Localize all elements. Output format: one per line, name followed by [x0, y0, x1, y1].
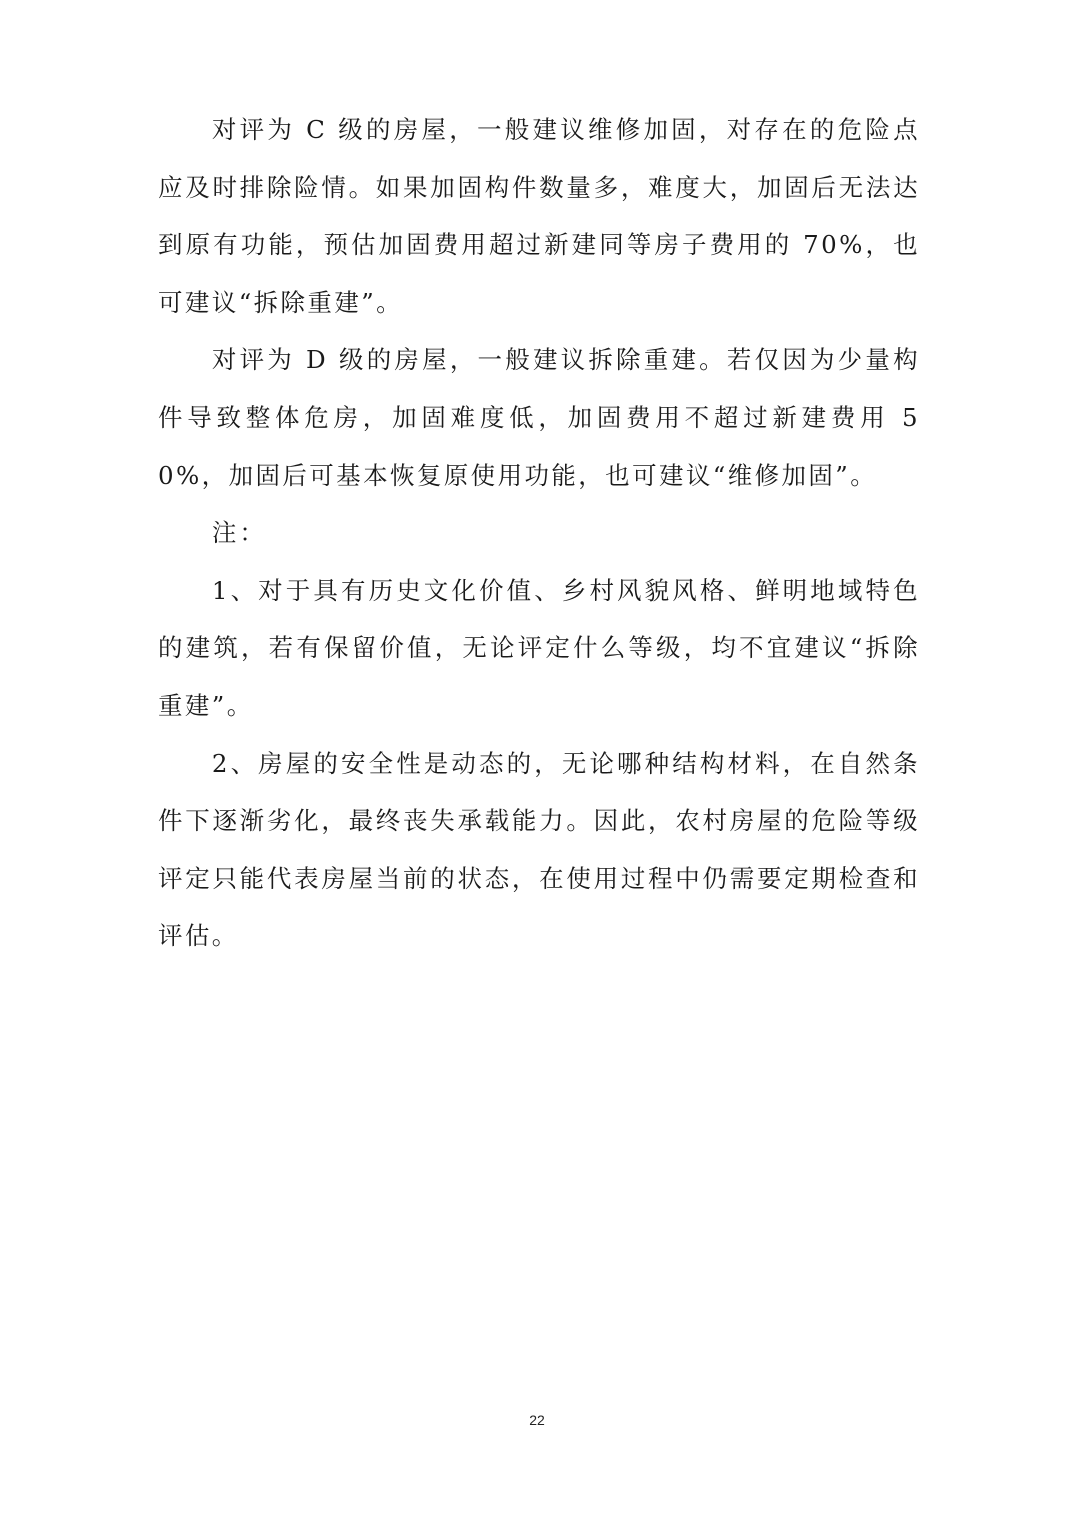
paragraph-grade-c: 对评为 C 级的房屋，一般建议维修加固，对存在的危险点应及时排除险情。如果加固构件数量多，难度大，加固后无法达到原有功能，预估加固费用超过新建同等房子费用的 70%，也可建议“拆除重建”。: [158, 115, 920, 317]
paragraph-grade-d: 对评为 D 级的房屋，一般建议拆除重建。若仅因为少量构件导致整体危房，加固难度低，加固费用不超过新建费用 50%，加固后可基本恢复原使用功能，也可建议“维修加固”。: [158, 345, 920, 490]
note-heading: 注：: [211, 518, 267, 548]
note-item-1: 1、对于具有历史文化价值、乡村风貌风格、鲜明地域特色的建筑，若有保留价值，无论评定什么等级，均不宜建议“拆除重建”。: [158, 575, 920, 720]
note-item-2: 2、房屋的安全性是动态的，无论哪种结构材料，在自然条件下逐渐劣化，最终丧失承载能力。因此，农村房屋的危险等级评定只能代表房屋当前的状态，在使用过程中仍需要定期检查和评估。: [158, 748, 920, 951]
document-body: [158, 101, 920, 965]
page-number: 22: [529, 1412, 545, 1428]
